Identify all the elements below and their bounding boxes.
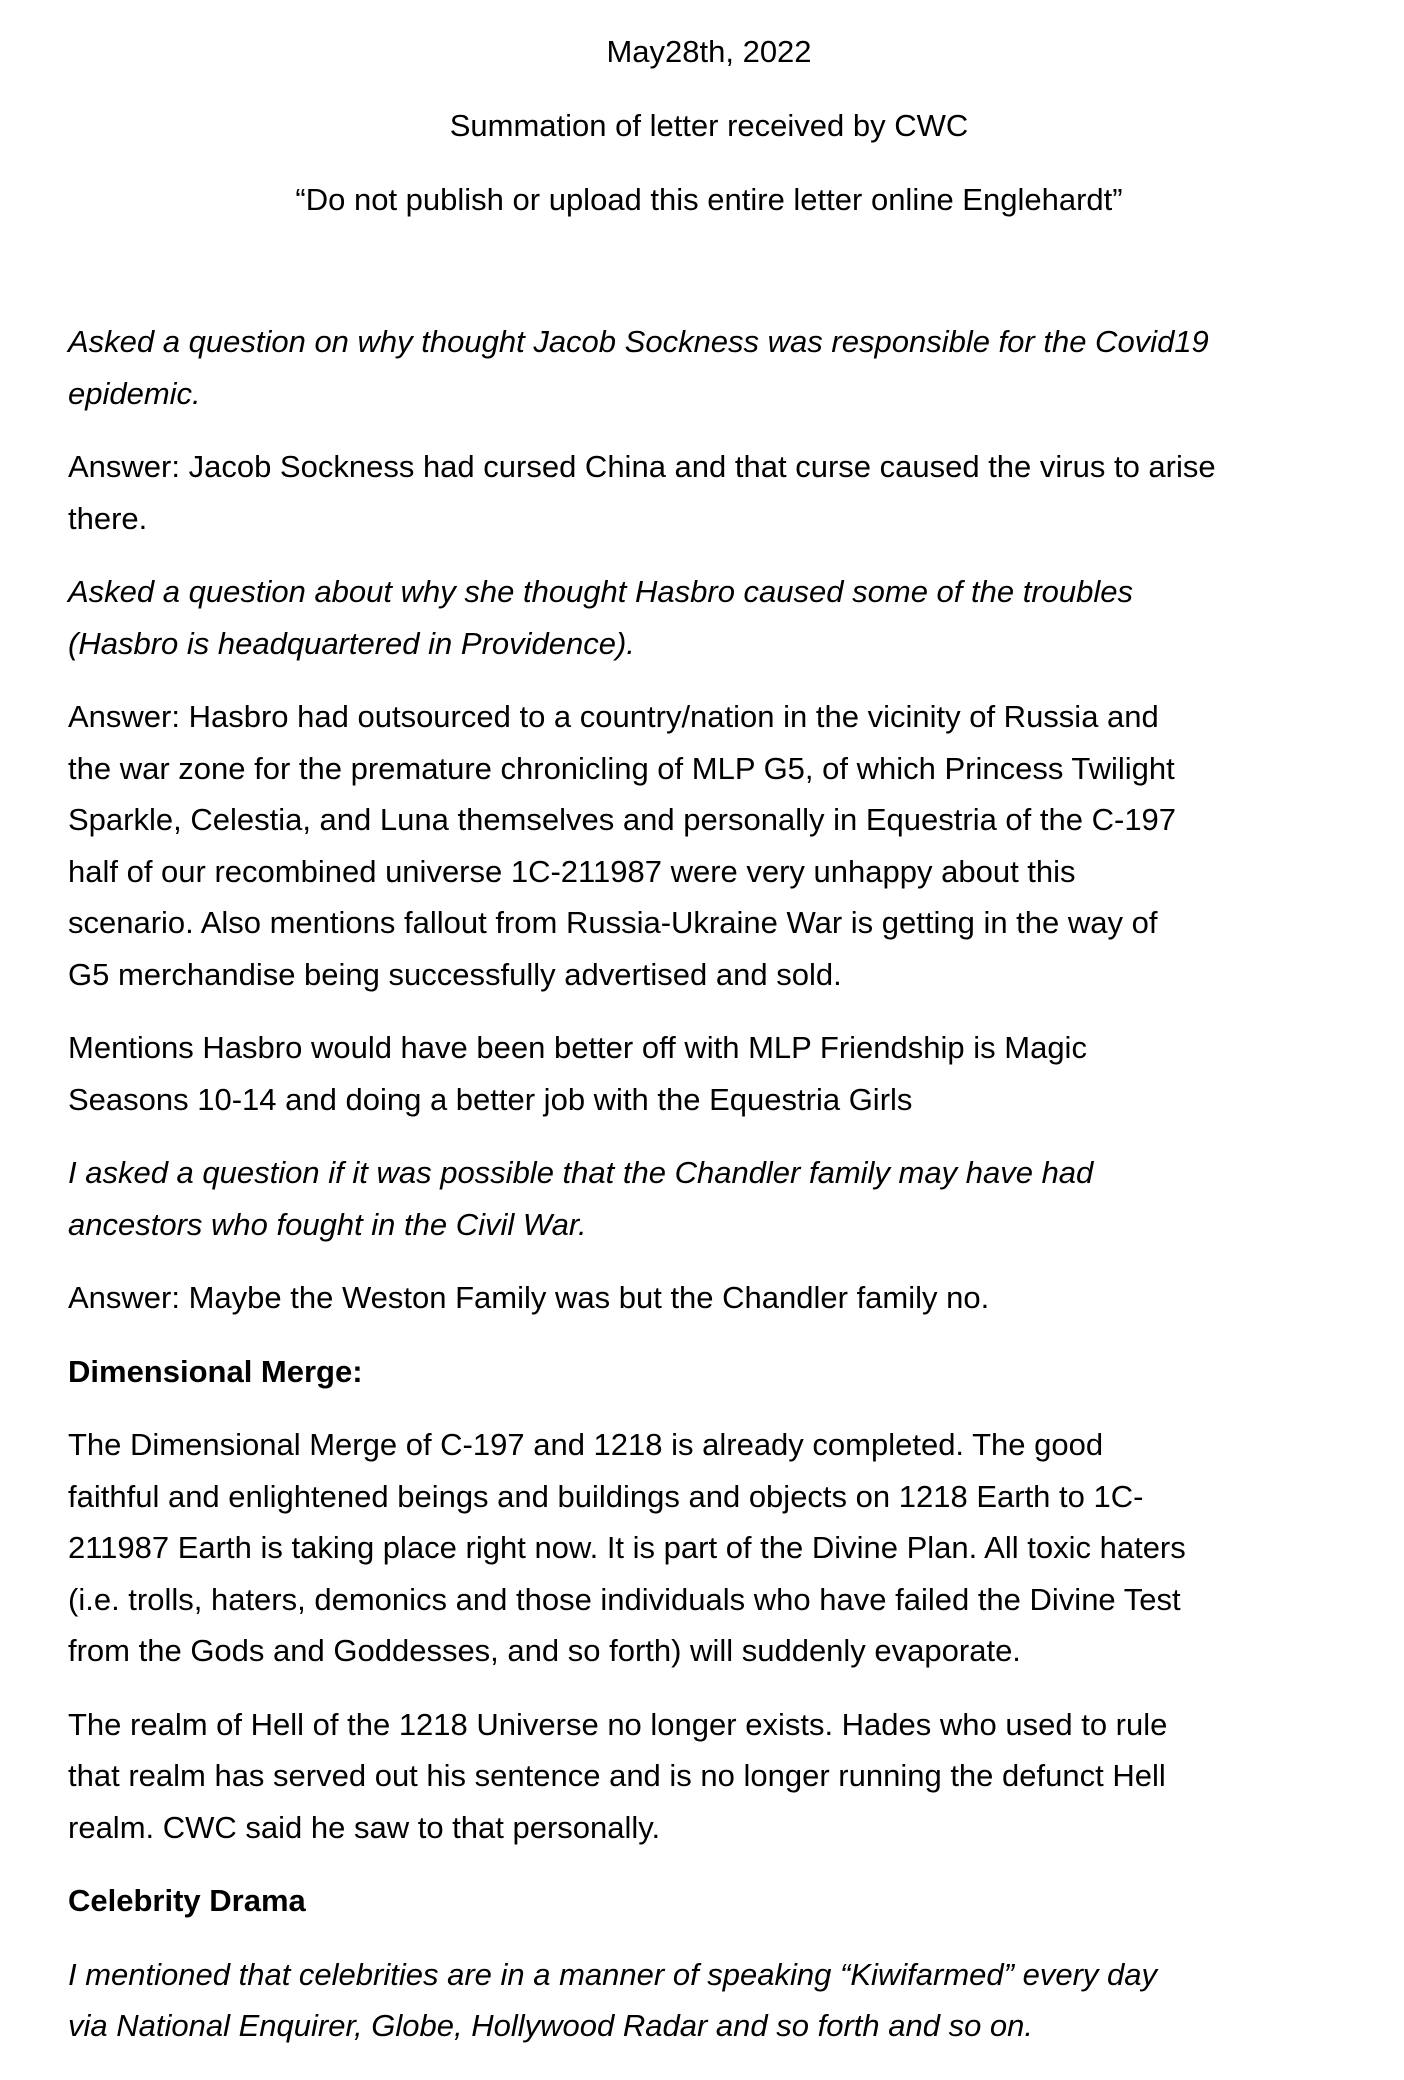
question-hasbro: Asked a question about why she thought Hasbro caused some of the troubles (Hasbro is headquartered in Providence).: [68, 574, 1134, 661]
merge-paragraph-2: The realm of Hell of the 1218 Universe no longer exists. Hades who used to rule that realm has served out his sentence and is no longer running the defunct Hell realm. CWC said he saw to that personally.: [68, 1706, 1168, 1845]
letter-subtitle: Summation of letter received by CWC: [449, 108, 969, 143]
answer-civil-war: Answer: Maybe the Weston Family was but the Chandler family no.: [68, 1280, 990, 1315]
celebrity-paragraph-1: I mentioned that celebrities are in a manner of speaking “Kiwifarmed” every day via National Enquirer, Globe, Hollywood Radar and so forth and so on.: [68, 1956, 1157, 2043]
merge-paragraph-1: The Dimensional Merge of C-197 and 1218 is already completed. The good faithful and enlightened beings and buildings and objects on 1218 Earth to 1C- 211987 Earth is taking place right now. It is part of the Divine Plan. All toxic haters (i.e. trolls, haters, demonics and those individuals who have failed the Divine Test from the Gods and Goddesses, and so forth) will suddenly evaporate.: [68, 1427, 1186, 1668]
mentions-hasbro: Mentions Hasbro would have been better off with MLP Friendship is Magic Seasons 10-14 and doing a better job with the Equestria Girls: [68, 1030, 1087, 1117]
letter-date: May28th, 2022: [606, 34, 812, 69]
answer-hasbro: Answer: Hasbro had outsourced to a country/nation in the vicinity of Russia and the war zone for the premature chronicling of MLP G5, of which Princess Twilight Sparkle, Celestia, and Luna themselves and personally in Equestria of the C-197 half of our recombined universe 1C-211987 were very unhappy about this scenario. Also mentions fallout from Russia-Ukraine War is getting in the way of G5 merchandise being successfully advertised and sold.: [68, 699, 1177, 992]
heading-celebrity-drama: Celebrity Drama: [68, 1883, 306, 1918]
letter-body: [68, 316, 1350, 2052]
answer-covid: Answer: Jacob Sockness had cursed China and that curse caused the virus to arise there.: [68, 449, 1216, 536]
question-civil-war: I asked a question if it was possible that the Chandler family may have had ancestors who fought in the Civil War.: [68, 1155, 1094, 1242]
heading-dimensional-merge: Dimensional Merge:: [68, 1353, 363, 1389]
letter-header: [68, 32, 1350, 220]
letter-quote: “Do not publish or upload this entire letter online Englehardt”: [295, 182, 1123, 217]
question-covid: Asked a question on why thought Jacob Sockness was responsible for the Covid19 epidemic.: [68, 324, 1209, 411]
